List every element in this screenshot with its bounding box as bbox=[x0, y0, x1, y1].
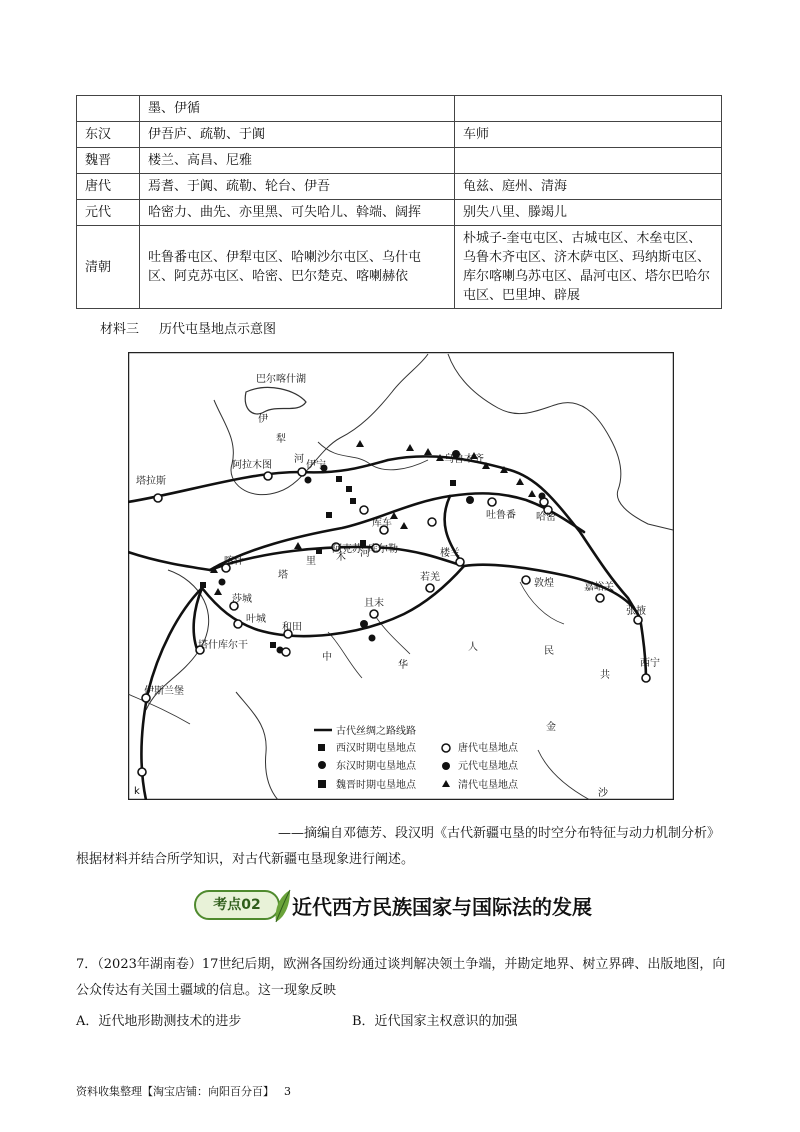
settlement-marker-square bbox=[270, 642, 276, 648]
map-label: 叶城 bbox=[246, 614, 266, 625]
map-label: 库尔勒 bbox=[368, 544, 398, 555]
south-cell: 墨、伊循 bbox=[140, 96, 455, 122]
settlement-marker-dot bbox=[369, 635, 376, 642]
north-cell: 别失八里、滕竭儿 bbox=[455, 200, 722, 226]
topic-badge: 考点02 bbox=[194, 890, 280, 920]
era-cell bbox=[77, 96, 140, 122]
settlement-marker-square bbox=[336, 476, 342, 482]
map-label: 喀什 bbox=[224, 556, 244, 567]
map-label: 莎城 bbox=[232, 594, 252, 605]
town-marker bbox=[298, 468, 306, 476]
settlement-marker-dot bbox=[360, 620, 368, 628]
map-label: 伊斯兰堡 bbox=[144, 686, 184, 697]
settlement-marker-dot bbox=[466, 496, 474, 504]
settlement-marker-dot bbox=[305, 477, 312, 484]
svg-text:魏晋时期屯垦地点: 魏晋时期屯垦地点 bbox=[336, 780, 416, 791]
material-caption bbox=[100, 318, 276, 337]
settlement-marker-square bbox=[316, 548, 322, 554]
town-marker bbox=[488, 498, 496, 506]
table-row bbox=[77, 174, 722, 200]
map-label: 塔拉斯 bbox=[136, 476, 166, 487]
caption-label: 材料三 bbox=[100, 322, 140, 337]
map-label: 塔 bbox=[278, 570, 288, 581]
topic-title: 近代西方民族国家与国际法的发展 bbox=[292, 895, 592, 919]
north-cell: 朴城子-奎屯屯区、古城屯区、木垒屯区、乌鲁木齐屯区、济木萨屯区、玛纳斯屯区、库尔喀喇乌苏屯区、晶河屯区、塔尔巴哈尔屯区、巴里坤、辟展 bbox=[455, 226, 722, 309]
question-instruction: 根据材料并结合所学知识，对古代新疆屯垦现象进行阐述。 bbox=[76, 852, 415, 867]
map-label: 张掖 bbox=[626, 606, 646, 617]
settlement-marker-tang bbox=[428, 518, 436, 526]
leaf-icon bbox=[272, 886, 294, 926]
map-label: 巴尔喀什湖 bbox=[256, 374, 306, 385]
town-marker bbox=[370, 610, 378, 618]
map-label: 库车 bbox=[372, 518, 392, 529]
svg-text:元代屯垦地点: 元代屯垦地点 bbox=[458, 761, 518, 772]
settlement-marker-tang bbox=[360, 506, 368, 514]
town-marker bbox=[642, 674, 650, 682]
map-label: 敦煌 bbox=[534, 578, 554, 589]
map-label: 中 bbox=[322, 652, 332, 663]
settlement-marker-tang bbox=[282, 648, 290, 656]
tuntian-table bbox=[76, 95, 722, 309]
settlement-marker-dot bbox=[539, 493, 546, 500]
map-label: 木 bbox=[336, 552, 346, 563]
table-row bbox=[77, 226, 722, 309]
map-label: 里 bbox=[306, 556, 316, 567]
map-label: 河 bbox=[360, 548, 370, 559]
town-marker bbox=[596, 594, 604, 602]
settlement-marker-square bbox=[200, 582, 206, 588]
svg-text:唐代屯垦地点: 唐代屯垦地点 bbox=[458, 743, 518, 754]
map-label: 阿拉木图 bbox=[232, 460, 272, 471]
town-marker bbox=[138, 768, 146, 776]
topic-banner bbox=[194, 886, 634, 926]
caption-title: 历代屯垦地点示意图 bbox=[159, 322, 277, 337]
map-label: 乌鲁木齐 bbox=[444, 454, 484, 465]
town-marker bbox=[634, 616, 642, 624]
option-a[interactable]: A．近代地形勘测技术的进步 bbox=[76, 1014, 242, 1029]
north-cell bbox=[455, 148, 722, 174]
svg-text:古代丝绸之路线路: 古代丝绸之路线路 bbox=[336, 726, 416, 737]
map-label: 伊宁 bbox=[306, 460, 326, 471]
north-cell bbox=[455, 96, 722, 122]
map-label: 阿克苏 bbox=[332, 544, 362, 555]
table-row bbox=[77, 122, 722, 148]
table-row bbox=[77, 200, 722, 226]
era-cell: 东汉 bbox=[77, 122, 140, 148]
map-label: 楼兰 bbox=[440, 548, 460, 559]
map-label: 塔什库尔干 bbox=[198, 640, 248, 651]
settlement-marker-square bbox=[346, 486, 352, 492]
era-cell: 元代 bbox=[77, 200, 140, 226]
town-marker bbox=[234, 620, 242, 628]
table-row bbox=[77, 148, 722, 174]
svg-text:东汉时期屯垦地点: 东汉时期屯垦地点 bbox=[336, 761, 416, 772]
map-label: 西宁 bbox=[640, 658, 660, 669]
page-number: 3 bbox=[284, 1085, 291, 1098]
map-label: 嘉峪关 bbox=[584, 582, 614, 593]
town-marker bbox=[154, 494, 162, 502]
map-label: 且末 bbox=[364, 598, 384, 609]
map-label: 犁 bbox=[276, 434, 286, 445]
map-label: 河 bbox=[294, 454, 304, 465]
map-label: k bbox=[134, 786, 140, 797]
map-label: 若羌 bbox=[420, 572, 440, 583]
map-label: 金 bbox=[546, 722, 556, 733]
map-label: 共 bbox=[600, 670, 610, 681]
page-footer bbox=[76, 1083, 291, 1099]
map-label: 伊 bbox=[258, 414, 268, 425]
south-cell: 吐鲁番屯区、伊犁屯区、哈喇沙尔屯区、乌什屯区、阿克苏屯区、哈密、巴尔楚克、喀喇赫依 bbox=[140, 226, 455, 309]
map-label: 民 bbox=[544, 646, 554, 657]
settlement-marker-square bbox=[450, 480, 456, 486]
town-marker bbox=[264, 472, 272, 480]
north-cell: 车师 bbox=[455, 122, 722, 148]
map-label: 和田 bbox=[282, 622, 302, 633]
map-label: 华 bbox=[398, 660, 408, 671]
town-marker bbox=[426, 584, 434, 592]
settlement-marker-dot bbox=[219, 579, 226, 586]
settlement-marker-square bbox=[326, 512, 332, 518]
option-b[interactable]: B．近代国家主权意识的加强 bbox=[352, 1014, 518, 1029]
town-marker bbox=[522, 576, 530, 584]
south-cell: 楼兰、高昌、尼雅 bbox=[140, 148, 455, 174]
map-label: 人 bbox=[468, 642, 478, 653]
map-label: 吐鲁番 bbox=[486, 510, 516, 521]
era-cell: 唐代 bbox=[77, 174, 140, 200]
town-marker bbox=[456, 558, 464, 566]
south-cell: 哈密力、曲先、亦里黑、可失哈儿、斡端、阔挥 bbox=[140, 200, 455, 226]
question-text: 7．（2023年湖南卷）17世纪后期，欧洲各国纷纷通过谈判解决领土争端，并勘定地界、树立界碑、出版地图，向公众传达有关国土疆域的信息。这一现象反映 bbox=[76, 957, 726, 998]
era-cell: 魏晋 bbox=[77, 148, 140, 174]
map-label: 哈密 bbox=[536, 512, 556, 523]
settlement-marker-square bbox=[350, 498, 356, 504]
source-citation: ——摘编自邓德芳、段汉明《古代新疆屯垦的时空分布特征与动力机制分析》 bbox=[277, 826, 720, 841]
svg-text:西汉时期屯垦地点: 西汉时期屯垦地点 bbox=[336, 743, 416, 754]
south-cell: 焉耆、于阗、疏勒、轮台、伊吾 bbox=[140, 174, 455, 200]
north-cell: 龟兹、庭州、清海 bbox=[455, 174, 722, 200]
svg-text:清代屯垦地点: 清代屯垦地点 bbox=[458, 780, 518, 791]
map-label: 沙 bbox=[598, 788, 608, 799]
table-row bbox=[77, 96, 722, 122]
tuntian-map bbox=[128, 352, 674, 800]
footer-source: 资料收集整理【淘宝店铺：向阳百分百】 bbox=[76, 1085, 274, 1098]
era-cell: 清朝 bbox=[77, 226, 140, 309]
south-cell: 伊吾庐、疏勒、于阗 bbox=[140, 122, 455, 148]
